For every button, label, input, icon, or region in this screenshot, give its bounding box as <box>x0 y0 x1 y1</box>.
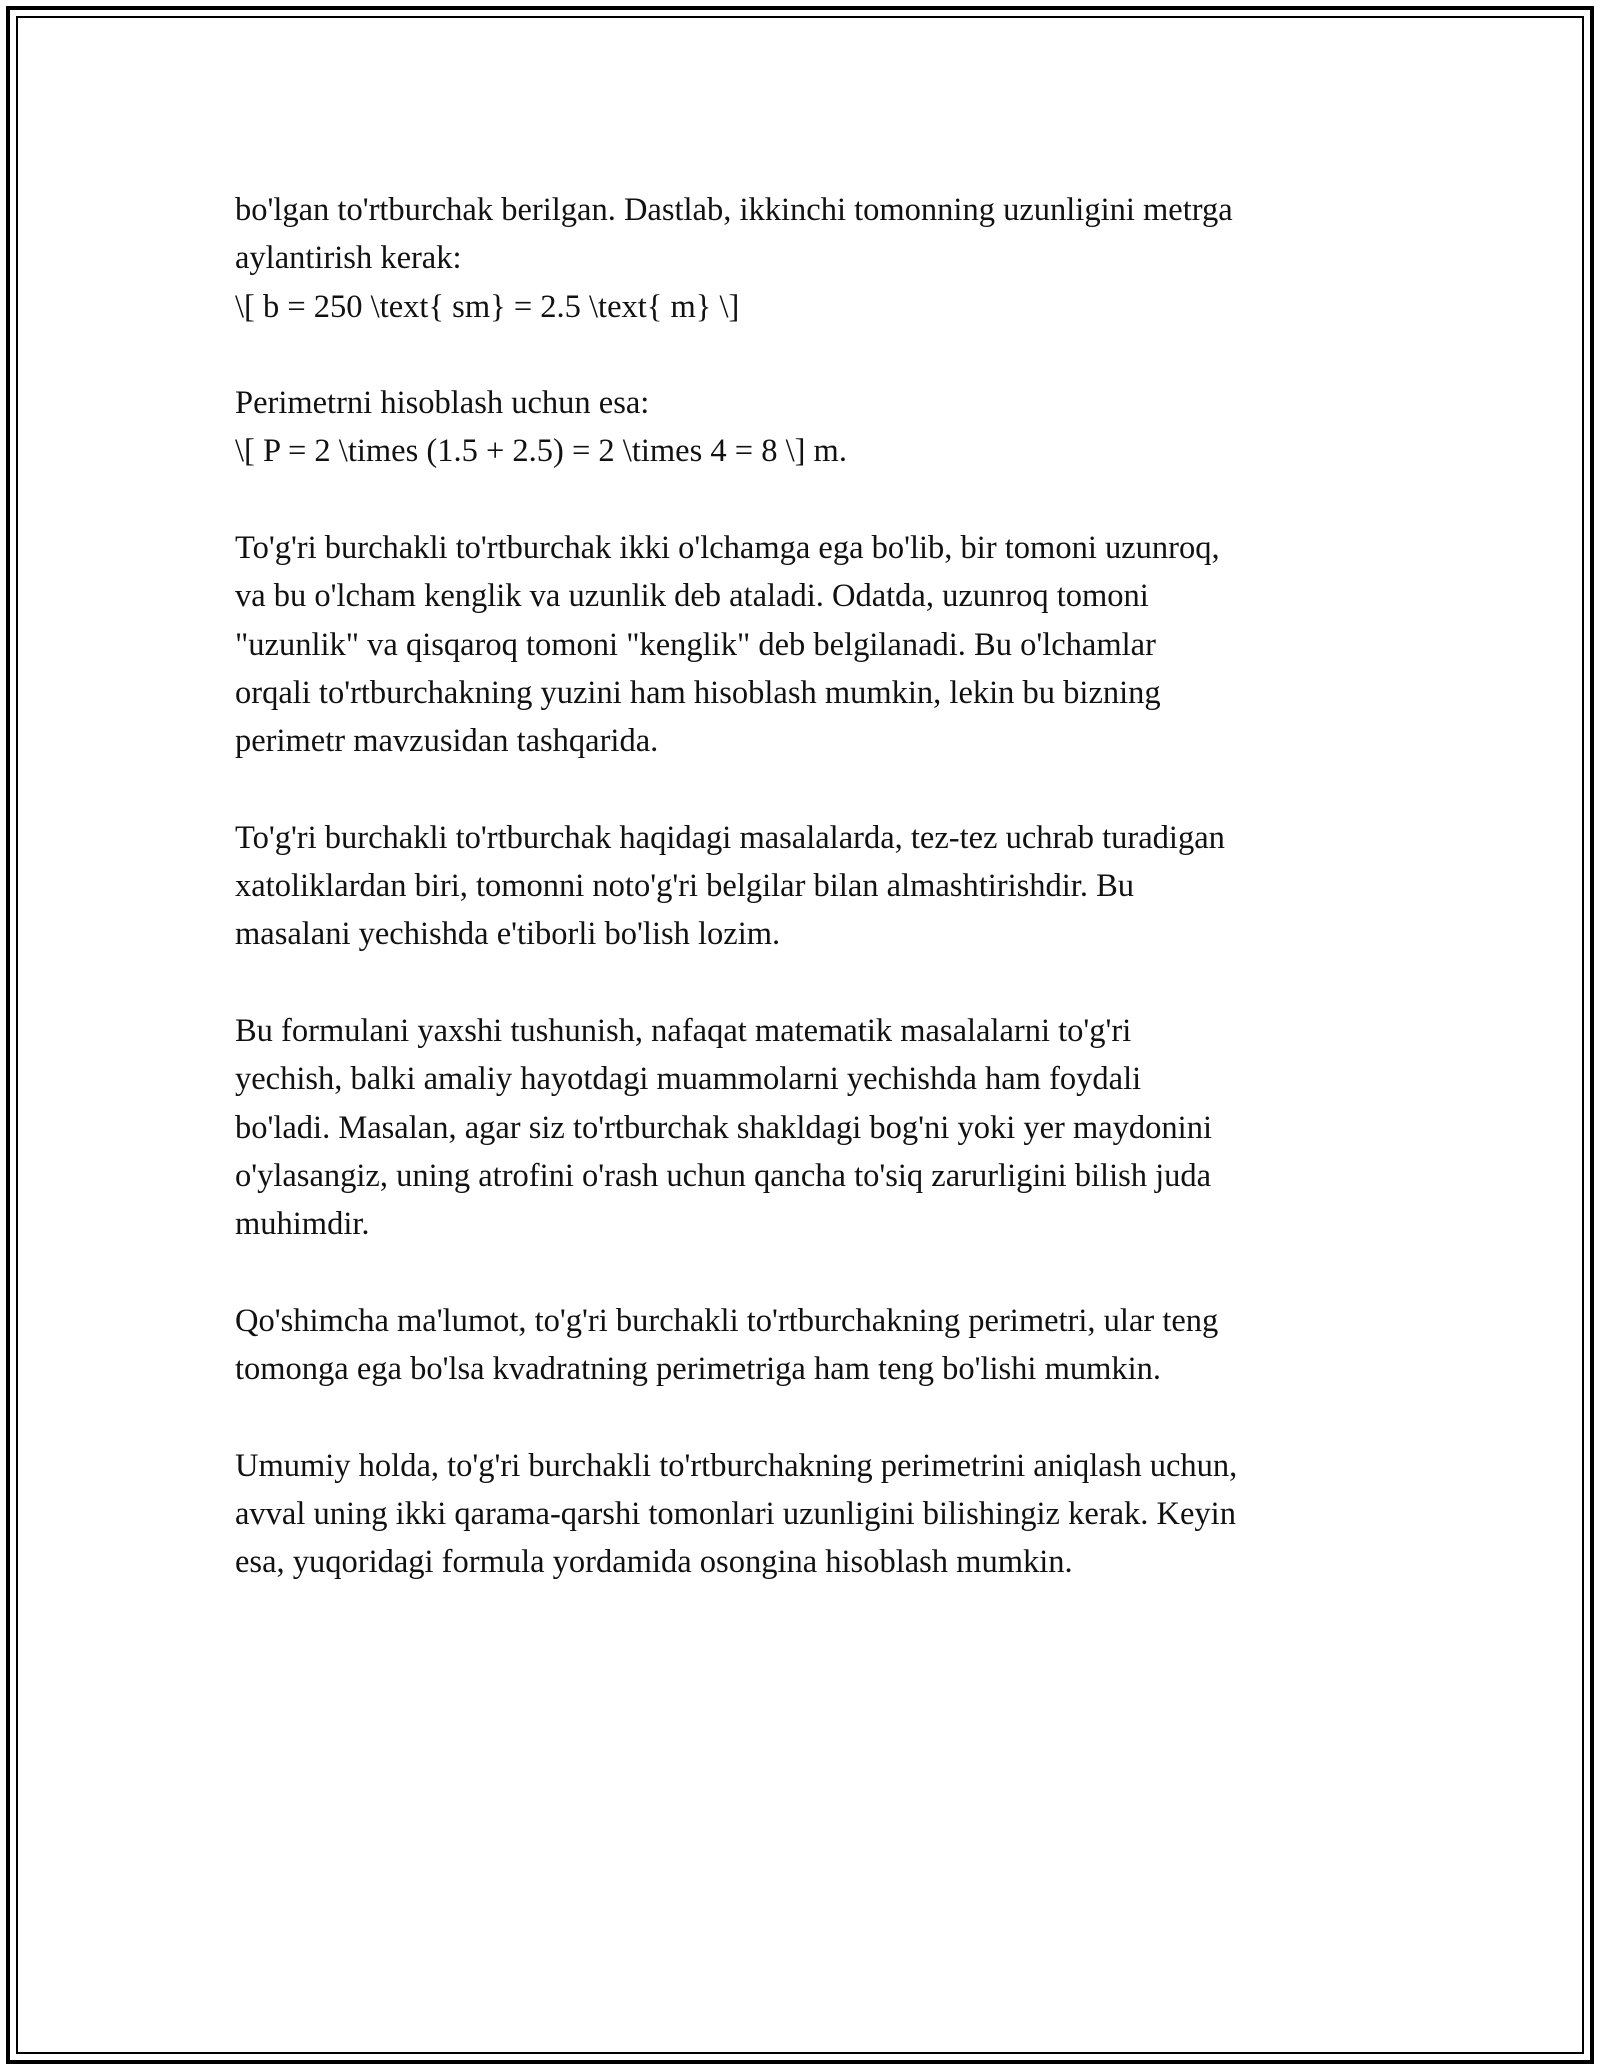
text-line: masalani yechishda e'tiborli bo'lish lozim. <box>235 916 781 953</box>
text-line: perimetr mavzusidan tashqarida. <box>235 723 659 760</box>
text-line: orqali to'rtburchakning yuzini ham hisoblash mumkin, lekin bu bizning <box>235 674 1161 711</box>
paragraph-perimeter-formula <box>235 379 1375 476</box>
text-line: Perimetrni hisoblash uchun esa: <box>235 385 650 422</box>
paragraph-practical-use <box>235 1007 1375 1248</box>
text-line: va bu o'lcham kenglik va uzunlik deb ataladi. Odatda, uzunroq tomoni <box>235 578 1149 615</box>
paragraph-summary <box>235 1442 1375 1587</box>
text-line: xatoliklardan biri, tomonni noto'g'ri belgilar bilan almashtirishdir. Bu <box>235 868 1135 905</box>
text-line: To'g'ri burchakli to'rtburchak ikki o'lchamga ega bo'lib, bir tomoni uzunroq, <box>235 530 1220 567</box>
text-line: esa, yuqoridagi formula yordamida osongina hisoblash mumkin. <box>235 1544 1073 1581</box>
paragraph-conversion <box>235 186 1375 331</box>
text-line: avval uning ikki qarama-qarshi tomonlari uzunligini bilishingiz kerak. Keyin <box>235 1496 1236 1533</box>
text-line: Umumiy holda, to'g'ri burchakli to'rtburchakning perimetrini aniqlash uchun, <box>235 1447 1238 1484</box>
text-line: bo'lgan to'rtburchak berilgan. Dastlab, ikkinchi tomonning uzunligini metrga <box>235 192 1233 228</box>
text-line: aylantirish kerak: <box>235 240 462 277</box>
text-line: To'g'ri burchakli to'rtburchak haqidagi masalalarda, tez-tez uchrab turadigan <box>235 819 1225 856</box>
paragraph-dimensions <box>235 524 1375 765</box>
text-line: tomonga ega bo'lsa kvadratning perimetriga ham teng bo'lishi mumkin. <box>235 1351 1162 1388</box>
text-line: bo'ladi. Masalan, agar siz to'rtburchak shakldagi bog'ni yoki yer maydonini <box>235 1109 1212 1146</box>
document-body <box>235 186 1375 1635</box>
formula-line: \[ b = 250 \text{ sm} = 2.5 \text{ m} \] <box>235 288 740 325</box>
text-line: muhimdir. <box>235 1206 370 1243</box>
text-line: o'ylasangiz, uning atrofini o'rash uchun qancha to'siq zarurligini bilish juda <box>235 1157 1212 1194</box>
text-line: Bu formulani yaxshi tushunish, nafaqat matematik masalalarni to'g'ri <box>235 1013 1132 1050</box>
paragraph-common-mistakes <box>235 814 1375 959</box>
text-line: "uzunlik" va qisqaroq tomoni "kenglik" deb belgilanadi. Bu o'lchamlar <box>235 626 1156 663</box>
formula-line: \[ P = 2 \times (1.5 + 2.5) = 2 \times 4 = 8 \] m. <box>235 433 847 470</box>
text-line: Qo'shimcha ma'lumot, to'g'ri burchakli to'rtburchakning perimetri, ular teng <box>235 1302 1219 1339</box>
paragraph-additional-info <box>235 1297 1375 1394</box>
text-line: yechish, balki amaliy hayotdagi muammolarni yechishda ham foydali <box>235 1061 1142 1098</box>
